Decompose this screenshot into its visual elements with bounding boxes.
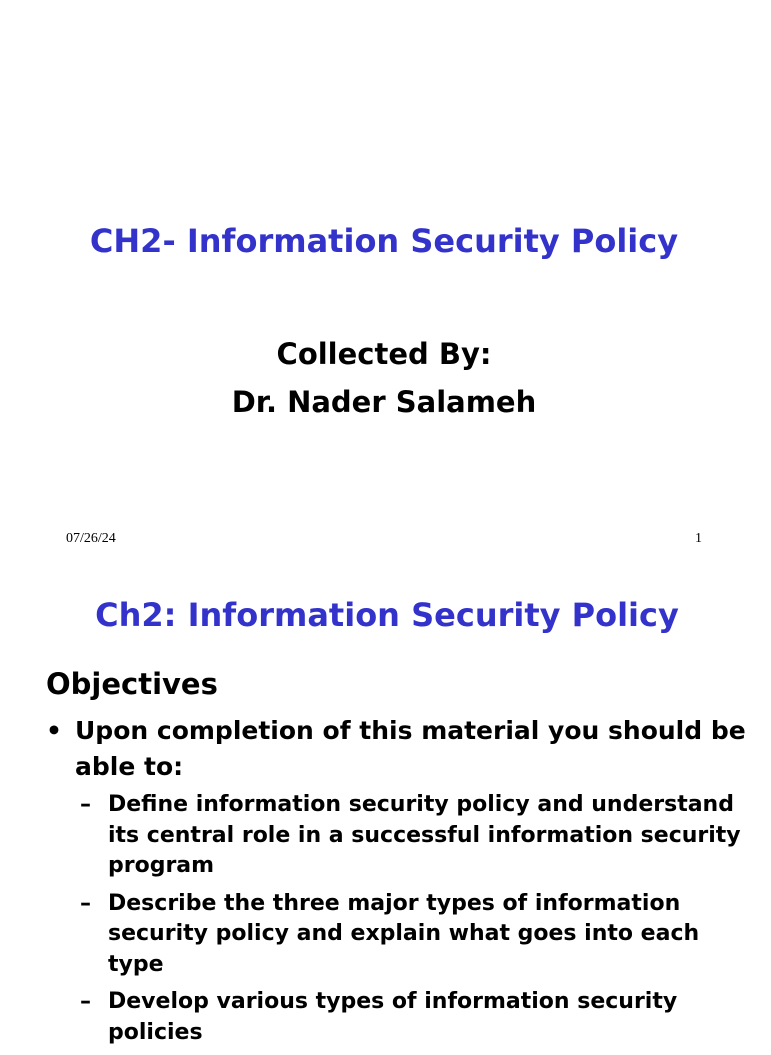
subitem-text: Define information security policy and understand its central role in a successful information security program	[108, 792, 741, 878]
objectives-heading: Objectives	[46, 667, 218, 701]
bullet-dot-icon: •	[46, 716, 62, 745]
slide-2-title: Ch2: Information Security Policy	[95, 596, 679, 634]
subitem-text: Develop various types of information security policies	[108, 989, 678, 1045]
objectives-subitems	[80, 790, 750, 1055]
author-name: Dr. Nader Salameh	[231, 385, 537, 419]
bullet-text: Upon completion of this material you should be able to:	[75, 716, 746, 781]
subitem-text: Describe the three major types of information security policy and explain what goes into each type	[108, 890, 700, 977]
dash-icon: –	[80, 989, 91, 1014]
list-item	[80, 987, 750, 1048]
dash-icon: –	[80, 792, 91, 817]
dash-icon: –	[80, 890, 91, 916]
slide-1-title: CH2- Information Security Policy	[89, 222, 679, 260]
slide-number: 1	[695, 531, 702, 546]
objectives-bullet	[46, 713, 746, 785]
list-item	[80, 790, 750, 882]
slide-date: 07/26/24	[66, 531, 116, 546]
slide-2	[0, 576, 768, 1045]
list-item	[80, 889, 750, 981]
collected-by-label: Collected By:	[276, 337, 492, 371]
